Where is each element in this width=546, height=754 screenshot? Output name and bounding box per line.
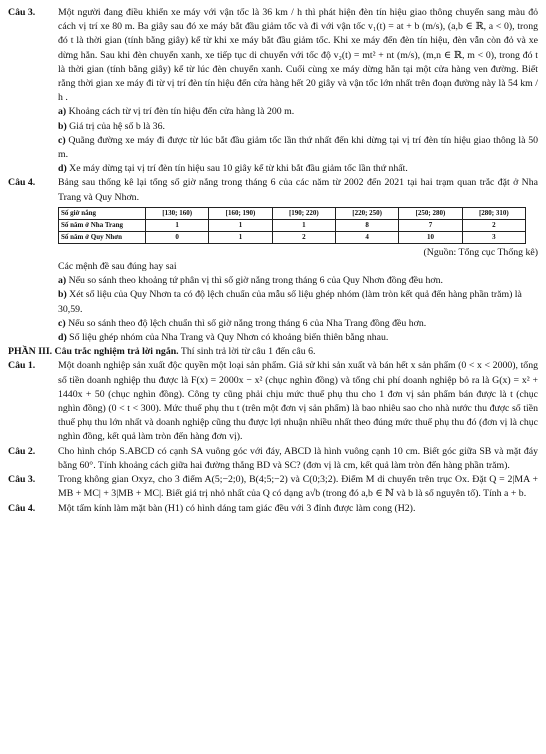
table-cell: 1 [146,219,209,231]
question-4-statements [8,260,538,345]
option-text: Khoảng cách từ vị trí đèn tín hiệu đến cửa hàng là 200 m. [66,106,295,118]
table-row [59,231,526,243]
question-4 [8,176,538,204]
table-header-cell: [280; 310) [462,207,525,219]
question-label: Câu 4. [8,177,36,189]
table-cell: 1 [272,219,335,231]
statements-lead: Các mệnh đề sau đúng hay sai [58,261,177,273]
option-text: Xe máy dừng tại vị trí đèn tín hiệu sau 10 giây kể từ khi bắt đầu giảm tốc lần thứ nhất. [66,163,408,175]
table-cell: 1 [209,231,272,243]
question-label: Câu 4. [8,502,36,514]
option-text: Nếu so sánh theo khoảng tứ phân vị thì số giờ nắng trong tháng 6 của Quy Nhơn đồng đều hơn. [66,275,443,287]
table-cell: 2 [272,231,335,243]
option-b [58,288,538,316]
section-title: PHẦN III. Câu trắc nghiệm trả lời ngắn. [8,346,179,358]
question-label: Câu 3. [8,7,36,18]
sunshine-table [58,207,526,244]
table-cell: Số năm ở Nha Trang [59,219,146,231]
question-3 [8,6,538,176]
option-key: a) [58,275,67,287]
question-text: Một doanh nghiệp sản xuất độc quyền một loại sản phẩm. Giả sử khi sản xuất và bán hết x sản phẩm (0 < x < 2000), tổng số tiền doanh nghiệp thu được là F(x) = 2000x − x² (chục nghìn đồng) và tổng chi phí doanh nghiệp bỏ ra là G(x) = x² + 1440x + 50 (chục nghìn đồng). Công ty cũng phải chịu mức thuế phụ thu cho 1 đơn vị sản phẩm bán được là t (chục nghìn đồng) (0 < t < 300). Mức thuế phụ thu t (trên một đơn vị sản phẩm) là bao nhiêu sao cho nhà nước thu được số tiền thuế phụ thu lớn nhất và doanh nghiệp cũng thu được lợi nhuận nhiều nhất theo đúng mức thuế phụ thu đó (đơn vị là chục nghìn đồng, kết quả làm tròn đến hàng đơn vị). [58,360,538,443]
option-c [58,134,538,162]
option-text: Nếu so sánh theo độ lệch chuẩn thì số giờ nắng trong tháng 6 của Nha Trang đồng đều hơn. [65,317,427,329]
section-heading [8,345,538,359]
part3-question-2 [8,445,538,473]
table-cell: 4 [335,231,398,243]
question-text: Bảng sau thống kê lại tổng số giờ nắng trong tháng 6 của các năm từ 2002 đến 2021 tại hai trạm quan trắc đặt ở Nha Trang và Quy Nhơn. [58,177,538,203]
part3-question-1 [8,359,538,444]
question-text: Cho hình chóp S.ABCD có cạnh SA vuông góc với đáy, ABCD là hình vuông cạnh 10 cm. Biết góc giữa SB và mặt đáy bằng 60°. Tính khoảng cách giữa hai đường thẳng BD và SC? (đơn vị là cm, kết quả làm tròn đến hàng phần trăm). [58,445,538,471]
table-cell: 10 [399,231,462,243]
question-label: Câu 1. [8,360,36,372]
option-key: c) [58,317,66,329]
table-header-cell: [160; 190) [209,207,272,219]
option-text: Số liệu ghép nhóm của Nha Trang và Quy Nhơn có khoảng biến thiên bằng nhau. [66,332,389,344]
source-note: (Nguồn: Tổng cục Thống kê) [423,246,538,258]
question-text: Trong không gian Oxyz, cho 3 điểm A(5;−2;0), B(4;5;−2) và C(0;3;2). Điểm M di chuyển trên trục Ox. Đặt Q = 2|MA + MB + MC| + 3|MB + MC|. Biết giá trị nhỏ nhất của Q có dạng a√b (trong đó a,b ∈ ℕ và b là số nguyên tố). Tính a + b. [58,474,538,500]
option-text: Giá trị của hệ số b là 36. [66,120,165,132]
option-key: b) [58,120,67,132]
table-cell: 7 [399,219,462,231]
option-key: d) [58,332,67,344]
option-b [58,120,538,134]
question-body [58,6,538,176]
table-header-cell: [190; 220) [272,207,335,219]
question-label: Câu 2. [8,445,36,457]
table-cell: 3 [462,231,525,243]
option-d [58,162,538,176]
option-text: Xét số liệu của Quy Nhơn ta có độ lệch chuẩn của mẫu số liệu ghép nhóm (làm tròn kết quả đến hàng phần trăm) là 30,59. [58,289,522,315]
part3-question-4 [8,502,538,516]
table-row [59,219,526,231]
option-a [58,274,538,288]
table-cell: 2 [462,219,525,231]
table-header-cell: [130; 160) [146,207,209,219]
question-text: Một tấm kính làm mặt bàn (H1) có hình dáng tam giác đều với 3 đỉnh được làm cong (H2). [58,502,416,514]
table-wrapper [8,207,538,244]
table-header-cell: Số giờ nắng [59,207,146,219]
part3-question-3 [8,473,538,501]
option-d [58,331,538,345]
question-label: Câu 3. [8,474,36,486]
table-cell: Số năm ở Quy Nhơn [59,231,146,243]
question-body [58,176,538,204]
option-key: c) [58,134,66,146]
option-c [58,317,538,331]
option-key: b) [58,289,67,301]
table-header-row [59,207,526,219]
question-text: Một người đang điều khiển xe máy với vận tốc là 36 km / h thì phát hiện đèn tín hiệu giao thông chuyển sang màu đỏ cách vị trí xe 80 m. Ba giây sau đó xe máy bắt đầu giảm tốc và đi với vận tốc v₁(t) = at + b (m/s), (a,b ∈ ℝ, a < 0), trong đó t là thời gian (tính bằng giây) kể từ khi xe máy bắt đầu giảm tốc. Khi xe máy đến đèn tín hiệu, đèn vẫn còn đỏ và xe dừng hẳn. Sau khi đèn chuyển xanh, xe tiếp tục di chuyển với tốc độ v₂(t) = mt² + nt (m/s), (m,n ∈ ℝ, m < 0), trong đó t là thời gian (tính bằng giây) kể từ lúc đèn chuyển xanh. Cuối cùng xe máy dừng hẳn tại một cửa hàng ven đường. Biết rằng thời gian xe máy đi từ vị trí đèn tín hiệu đến cửa hàng hết 20 giây và vận tốc lớn nhất trên đoạn đường này là 54 km / h . [58,7,538,104]
option-key: a) [58,106,67,118]
table-cell: 1 [209,219,272,231]
table-cell: 8 [335,219,398,231]
section-note: Thí sinh trả lời từ câu 1 đến câu 6. [178,346,316,358]
table-header-cell: [220; 250) [335,207,398,219]
option-a [58,105,538,119]
option-key: d) [58,163,67,175]
table-header-cell: [250; 280) [399,207,462,219]
option-text: Quãng đường xe máy đi được từ lúc bắt đầu giảm tốc lần thứ nhất đến khi dừng tại vị trí đèn tín hiệu giao thông là 50 m. [58,134,538,161]
table-cell: 0 [146,231,209,243]
